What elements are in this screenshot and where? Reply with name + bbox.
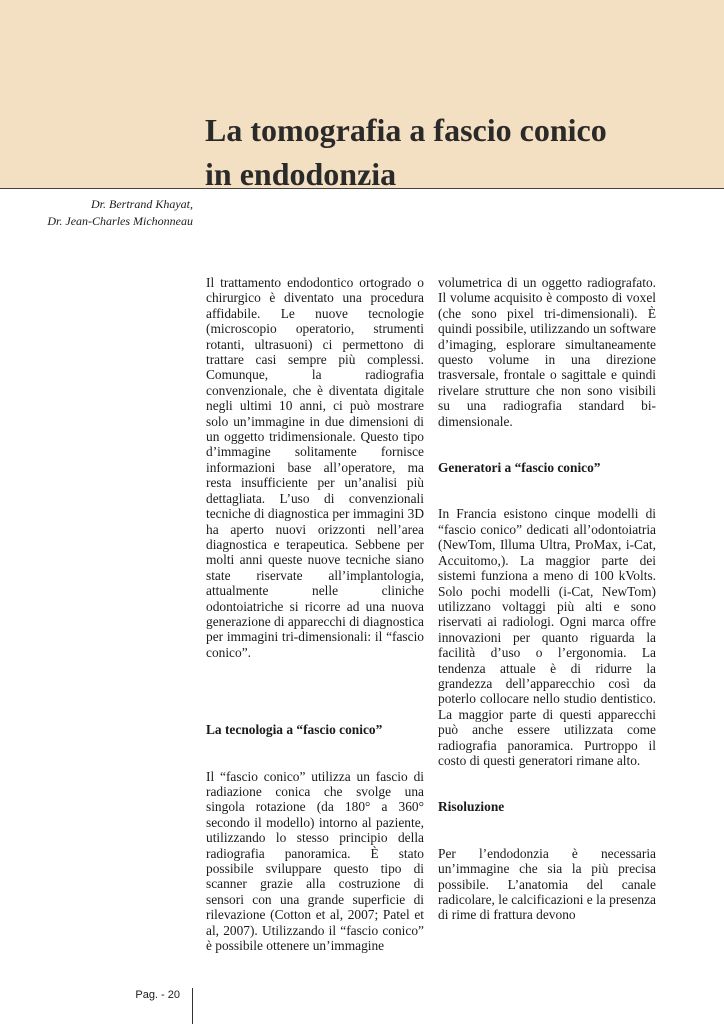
right-column: [438, 275, 656, 923]
section-heading-generatori: Generatori a “fascio conico”: [438, 460, 601, 476]
footer-divider: [192, 988, 193, 1024]
generatori-paragraph: In Francia esistono cinque modelli di “fascio conico” dedicati all’odontoiatria (NewTom, Illuma Ultra, ProMax, i-Cat, Accuitomo,). La maggior parte dei sistemi funziona a meno di 100 kVolts. Solo pochi modelli (i-Cat, NewTom) utilizzano voltaggi più alti e sono riservati ai radiologi. Ogni marca offre innovazioni per quanto riguarda la facilità d’uso o l’ergonomia. La tendenza attuale è di ridurre la grandezza dell’apparecchio così da poterlo collocare nello studio dentistico. La maggior parte di questi apparecchi può anche essere utilizzata come radiografia panoramica. Purtroppo il costo di questi generatori rimane alto.: [438, 506, 656, 768]
tecnologia-paragraph: Il “fascio conico” utilizza un fascio di radiazione conica che svolge una singola rotazione (da 180° a 360° secondo il modello) intorno al paziente, utilizzando lo stesso principio della radiografia panoramica. È stato possibile sviluppare questo tipo di scanner grazie alla costruzione di sensori con una grande superficie di rilevazione (Cotton et al, 2007; Patel et al, 2007). Utilizzando il “fascio conico” è possibile ottenere un’immagine: [206, 768, 424, 954]
volumetric-paragraph: volumetrica di un oggetto radiografato. Il volume acquisito è composto di voxel (che sono pixel tri-dimensionali). È quindi possibile, utilizzando un software d’imaging, esplorare simultaneamente questo volume in una direzione trasversale, frontale o sagittale e quindi rivelare strutture che non sono visibili su una radiografia standard bi-dimensionale.: [438, 275, 656, 429]
authors: [0, 196, 193, 230]
page-number: Pag. - 20: [135, 989, 180, 1001]
author-line-2: Dr. Jean-Charles Michonneau: [47, 214, 193, 228]
title-line-1: La tomografia a fascio conico: [205, 112, 607, 148]
left-column: [206, 275, 424, 953]
article-title: [205, 108, 715, 196]
intro-paragraph: Il trattamento endodontico ortogrado o chirurgico è diventato una procedura affidabile. Le nuove tecnologie (microscopio operatorio, strumenti rotanti, ultrasuoni) ci permettono di trattare casi sempre più complessi. Comunque, la radiografia convenzionale, che è diventata digitale negli ultimi 10 anni, ci può mostrare solo un’immagine in due dimensioni di un oggetto tridimensionale. Questo tipo d’immagine solitamente fornisce informazioni base all’operatore, ma resta insufficiente per un’analisi più dettagliata. L’uso di convenzionali tecniche di diagnostica per immagini 3D ha aperto nuovi orizzonti nell’area diagnostica e terapeutica. Sebbene per molti anni queste nuove tecniche siano state riservate all’implantologia, attualmente nelle cliniche odontoiatriche si ricorre ad una nuova generazione di apparecchi di diagnostica per immagini tri-dimensionali: il “fascio conico”.: [206, 275, 424, 660]
author-line-1: Dr. Bertrand Khayat,: [91, 197, 193, 211]
section-heading-risoluzione: Risoluzione: [438, 799, 505, 815]
section-heading-tecnologia: La tecnologia a “fascio conico”: [206, 722, 383, 738]
risoluzione-paragraph: Per l’endodonzia è necessaria un’immagine che sia la più precisa possibile. L’anatomia del canale radicolare, le calcificazioni e la presenza di rime di frattura devono: [438, 845, 656, 923]
title-line-2: in endodonzia: [205, 156, 397, 192]
